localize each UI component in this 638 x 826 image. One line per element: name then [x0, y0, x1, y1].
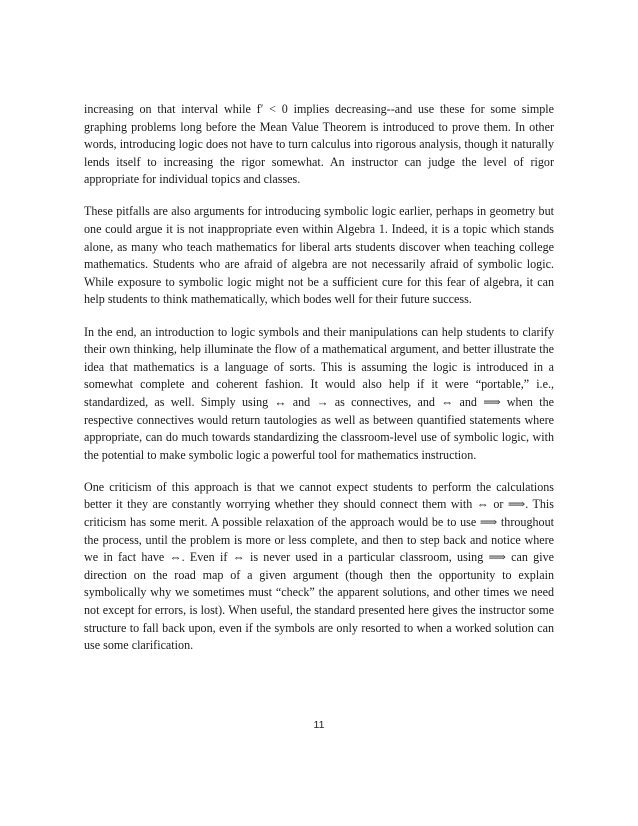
paragraph-3: In the end, an introduction to logic symbols and their manipulations can help students to clarify their own thinking, help illuminate the flow of a mathematical argument, and better illustrate the idea that mathematics is a language of sorts. This is assuming the logic is introduced in a somewhat complete and coherent fashion. It would also help if it were “portable,” i.e., standardized, as well. Simply using ↔ and → as connectives, and ⇔ and ⟹ when the respective connectives would return tautologies as well as between quantified statements where appropriate, can do much towards standardizing the classroom-level use of symbolic logic, with the potential to make symbolic logic a powerful tool for mathematics instruction. — [84, 324, 554, 462]
page-number: 11 — [313, 719, 325, 731]
paragraph-2: These pitfalls are also arguments for introducing symbolic logic earlier, perhaps in geometry but one could argue it is not inappropriate even within Algebra 1. Indeed, it is a topic which stands alone, as many who teach mathematics for liberal arts students discover when teaching college mathematics. Students who are afraid of algebra are not necessarily afraid of symbolic logic. While exposure to symbolic logic might not be a sufficient cure for this fear of algebra, it can help students to think mathematically, which bodes well for their future success. — [84, 204, 554, 307]
body-text — [84, 101, 554, 669]
paragraph-4: One criticism of this approach is that we cannot expect students to perform the calculations better it they are constantly worrying whether they should connect them with ⇔ or ⟹. This criticism has some merit. A possible relaxation of the approach would be to use ⟹ throughout the process, until the problem is more or less complete, and then to step back and notice where we in fact have ⇔. Even if ⇔ is never used in a particular classroom, using ⟹ can give direction on the road map of a given argument (though then the opportunity to explain symbolically why we sometimes must “check” the apparent solutions, and other times we need not except for errors, is lost). When useful, the standard presented here gives the instructor some structure to fall back upon, even if the symbols are only resorted to when a worked solution can use some clarification. — [84, 479, 554, 653]
paragraph-1: increasing on that interval while f′ < 0 implies decreasing--and use these for some simple graphing problems long before the Mean Value Theorem is introduced to prove them. In other words, introducing logic does not have to turn calculus into rigorous analysis, though it naturally lends itself to increasing the rigor somewhat. An instructor can judge the level of rigor appropriate for individual topics and classes. — [84, 102, 554, 187]
